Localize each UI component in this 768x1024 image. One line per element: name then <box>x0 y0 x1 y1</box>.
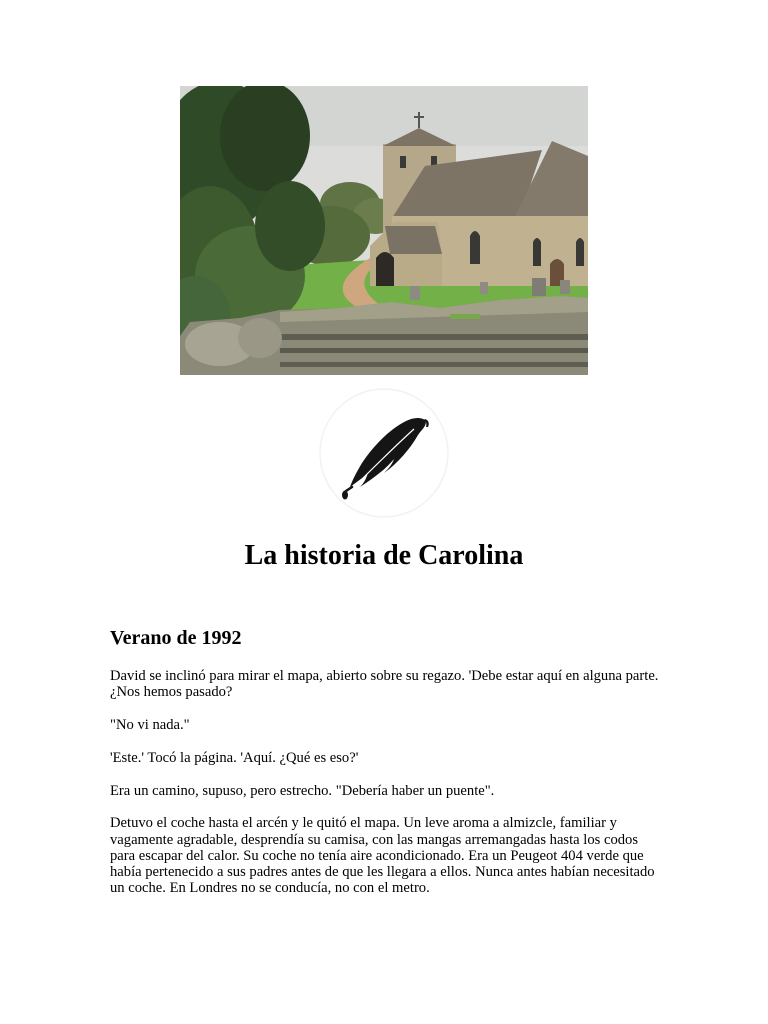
body-text <box>110 668 660 913</box>
paragraph: Era un camino, supuso, pero estrecho. "Debería haber un puente". <box>110 782 495 799</box>
quill-feather-icon <box>314 387 454 519</box>
paragraph: Detuvo el coche hasta el arcén y le quitó el mapa. Un leve aroma a almizcle, familiar y vagamente agradable, desprendía su camisa, con las mangas arremangadas hasta los codos para escapar del calor. Su coche no tenía aire acondicionado. Era un Peugeot 404 verde que había pertenecido a sus padres antes de que les llegara a ellos. Nunca antes habían necesitado un coche. En Londres no se conducía, no con el metro. <box>110 815 655 897</box>
section-heading: Verano de 1992 <box>110 627 242 649</box>
paragraph: "No vi nada." <box>110 717 190 733</box>
document-title: La historia de Carolina <box>244 540 524 571</box>
cover-photo <box>180 86 588 375</box>
paragraph: 'Este.' Tocó la página. 'Aquí. ¿Qué es eso?' <box>110 749 359 766</box>
paragraph: David se inclinó para mirar el mapa, abierto sobre su regazo. 'Debe estar aquí en alguna parte. ¿Nos hemos pasado? <box>110 668 659 701</box>
